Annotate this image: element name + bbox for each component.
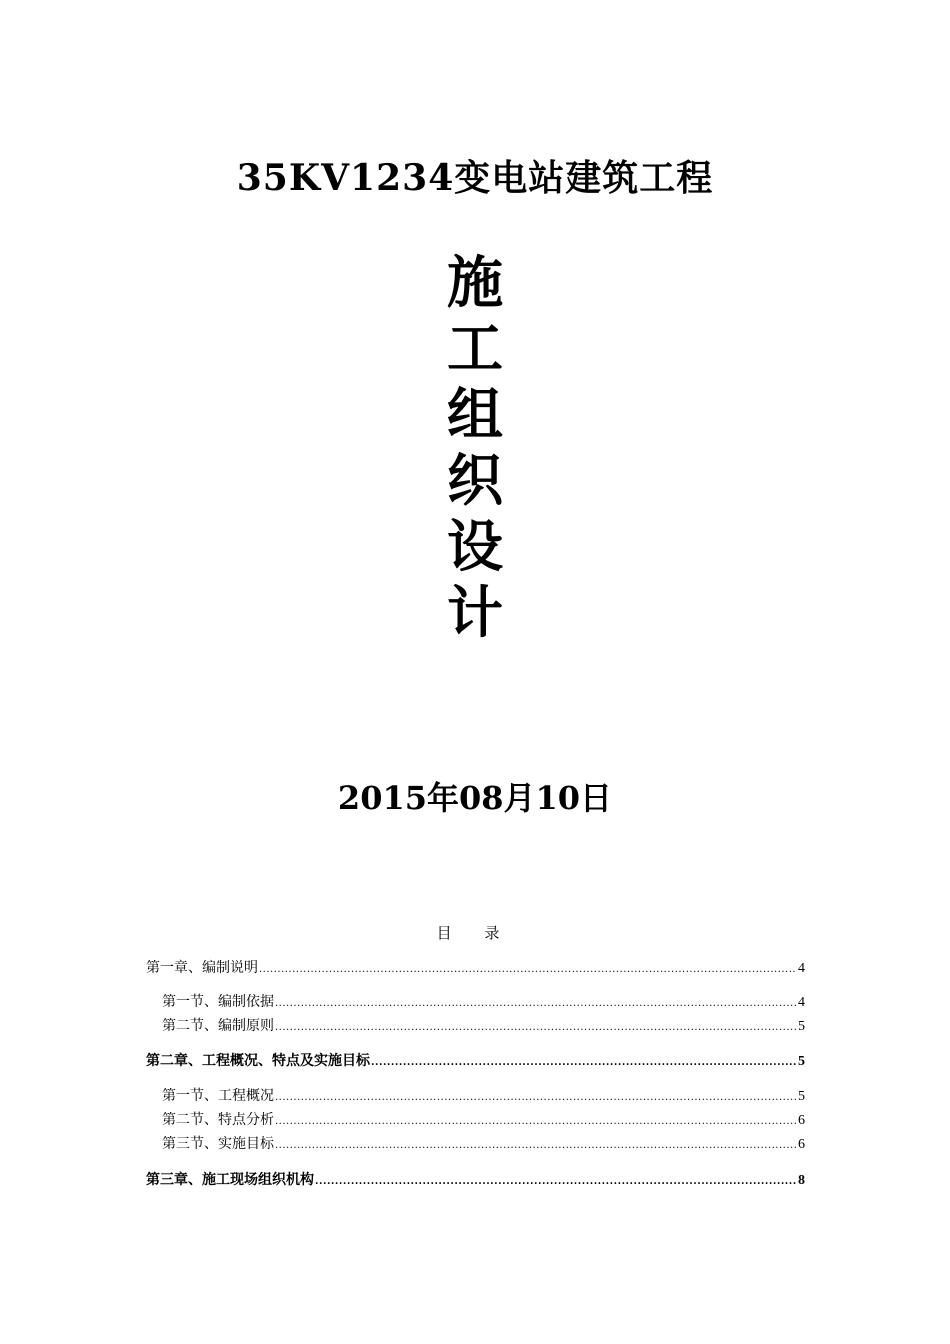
- vertical-title-char: 设: [447, 514, 503, 580]
- toc-entry-label: 第三章、施工现场组织机构: [146, 1172, 314, 1188]
- toc-entry-page: 5: [798, 1054, 805, 1069]
- toc-leader-dots: [275, 1136, 797, 1156]
- toc-entry-page: 5: [798, 1089, 805, 1104]
- vertical-title-char: 织: [447, 448, 503, 514]
- toc-entry-section-1-2[interactable]: [162, 1016, 805, 1036]
- toc-entry-page: 4: [798, 961, 805, 976]
- toc-entry-page: 6: [798, 1137, 805, 1152]
- vertical-title-char: 施: [447, 250, 503, 316]
- toc-entry-section-2-3[interactable]: [162, 1134, 805, 1154]
- toc-entry-label: 第二节、特点分析: [162, 1112, 274, 1128]
- toc-entry-section-1-1[interactable]: [162, 992, 805, 1012]
- toc-entry-label: 第二节、编制原则: [162, 1018, 274, 1034]
- toc-entry-section-2-2[interactable]: [162, 1110, 805, 1130]
- toc-leader-dots: [315, 1172, 797, 1192]
- toc-entry-page: 4: [798, 995, 805, 1010]
- toc-entry-section-2-1[interactable]: [162, 1086, 805, 1106]
- toc-leader-dots: [371, 1053, 797, 1073]
- toc-entry-label: 第一节、工程概况: [162, 1088, 274, 1104]
- toc-leader-dots: [275, 994, 797, 1014]
- vertical-title-char: 组: [447, 382, 503, 448]
- vertical-title: [0, 250, 950, 646]
- toc-leader-dots: [275, 1018, 797, 1038]
- vertical-title-char: 工: [447, 316, 503, 382]
- toc-entry-label: 第三节、实施目标: [162, 1136, 274, 1152]
- toc-leader-dots: [275, 1088, 797, 1108]
- toc-leader-dots: [259, 960, 797, 980]
- toc-entry-label: 第二章、工程概况、特点及实施目标: [146, 1053, 370, 1069]
- toc-entry-page: 5: [798, 1019, 805, 1034]
- toc-entry-label: 第一节、编制依据: [162, 994, 274, 1010]
- toc-entry-page: 6: [798, 1113, 805, 1128]
- toc-entry-page: 8: [798, 1173, 805, 1188]
- toc-entry-chapter-1[interactable]: [146, 958, 805, 978]
- toc-leader-dots: [275, 1112, 797, 1132]
- document-title: 35KV1234变电站建筑工程: [236, 157, 714, 199]
- vertical-title-char: 计: [447, 580, 503, 646]
- toc-entry-chapter-2[interactable]: [146, 1051, 805, 1071]
- toc-heading: 目 录: [436, 924, 514, 942]
- document-date: 2015年08月10日: [337, 779, 613, 817]
- toc-entry-chapter-3[interactable]: [146, 1170, 805, 1190]
- toc-entry-label: 第一章、编制说明: [146, 960, 258, 976]
